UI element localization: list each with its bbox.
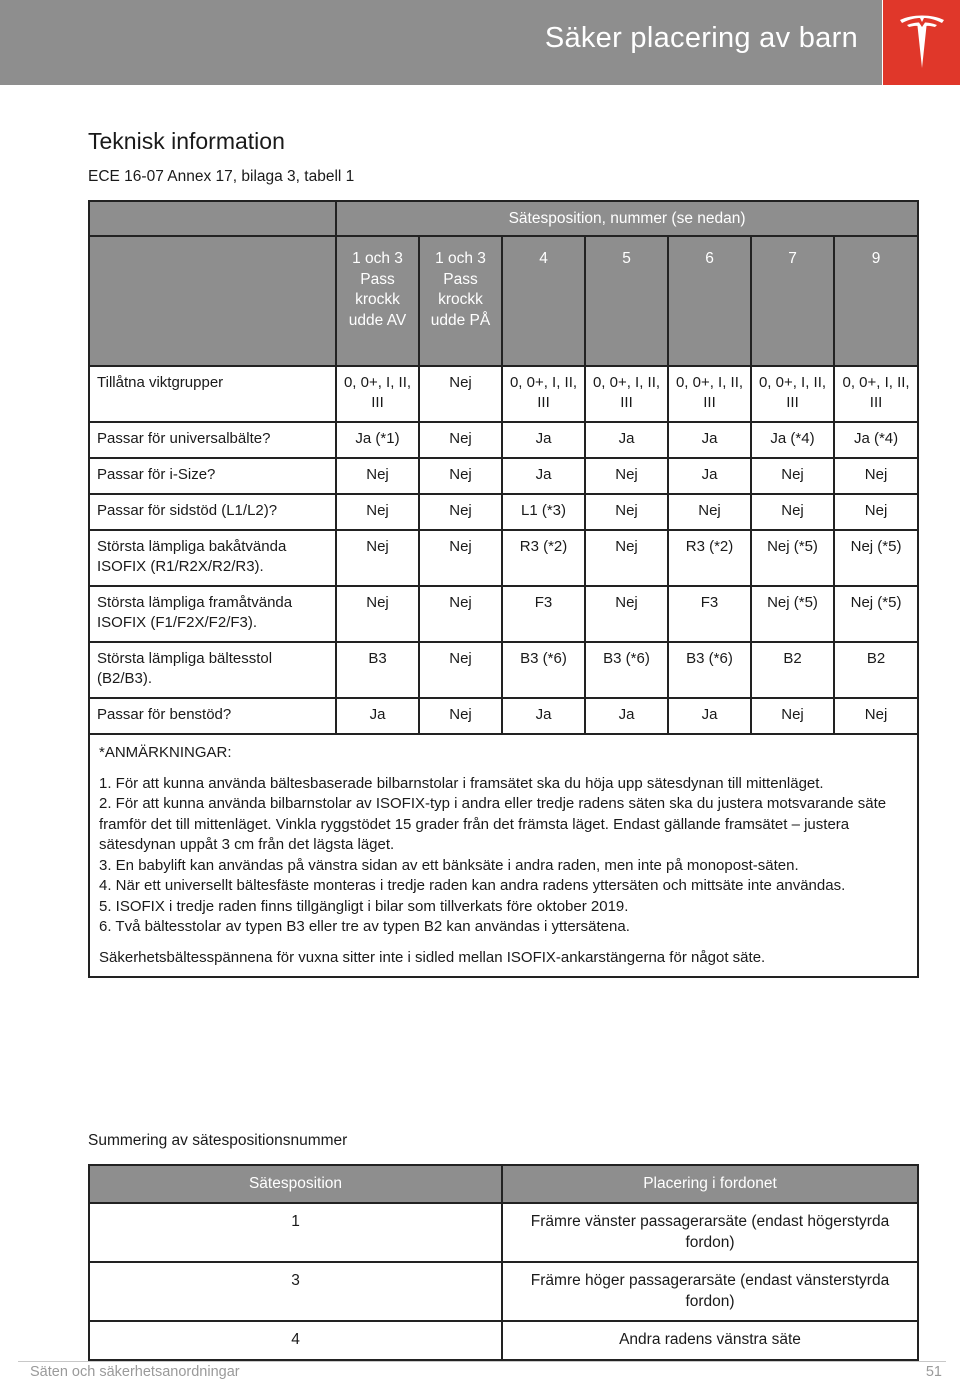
table-cell: Nej — [336, 530, 419, 586]
placement-cell: Främre höger passagerarsäte (endast vänsterstyrda fordon) — [502, 1262, 918, 1321]
page-number: 51 — [925, 1364, 942, 1380]
table-cell: Nej — [419, 586, 502, 642]
table-cell: Nej (*5) — [751, 586, 834, 642]
placement-cell: Andra radens vänstra säte — [502, 1321, 918, 1360]
table-row — [89, 458, 918, 494]
notes-row — [89, 734, 918, 977]
table-cell: Ja (*4) — [751, 422, 834, 458]
seat-position-cell: 3 — [89, 1262, 502, 1321]
table-row — [89, 422, 918, 458]
table-cell: L1 (*3) — [502, 494, 585, 530]
table-cell: Ja (*1) — [336, 422, 419, 458]
table-cell: Nej (*5) — [751, 530, 834, 586]
table-column-header-row — [89, 236, 918, 366]
table-cell: Ja — [668, 698, 751, 734]
table-cell: Ja — [502, 422, 585, 458]
note-line: 1. För att kunna använda bältesbaserade bilbarnstolar i framsätet ska du höja upp sätesdynan till mittenläget. — [99, 774, 824, 792]
table-cell: Nej — [585, 494, 668, 530]
table-cell: Ja — [668, 422, 751, 458]
footer-divider — [18, 1361, 946, 1362]
row-label: Passar för i-Size? — [89, 458, 336, 494]
row-label: Tillåtna viktgrupper — [89, 366, 336, 422]
row-label: Passar för universalbälte? — [89, 422, 336, 458]
column-header: 4 — [502, 236, 585, 366]
seat-position-table — [88, 200, 919, 978]
table-cell: 0, 0+, I, II, III — [751, 366, 834, 422]
placement-cell: Främre vänster passagerarsäte (endast högerstyrda fordon) — [502, 1203, 918, 1262]
table-row — [89, 642, 918, 698]
note-line: 3. En babylift kan användas på vänstra sidan av ett bänksäte i andra raden, men inte på monopost-säten. — [99, 856, 799, 874]
notes-heading: *ANMÄRKNINGAR: — [99, 744, 232, 761]
table-cell: F3 — [668, 586, 751, 642]
table-corner-cell — [89, 201, 336, 236]
table-corner-cell — [89, 236, 336, 366]
table-cell: F3 — [502, 586, 585, 642]
table-cell: B2 — [834, 642, 918, 698]
table-row — [89, 494, 918, 530]
table-row — [89, 1321, 918, 1360]
column-header: 9 — [834, 236, 918, 366]
footer-chapter: Säten och säkerhetsanordningar — [30, 1364, 240, 1380]
table-cell: Ja — [585, 422, 668, 458]
table-cell: Nej — [419, 494, 502, 530]
seat-position-cell: 1 — [89, 1203, 502, 1262]
table-cell: Nej — [419, 698, 502, 734]
table-cell: Nej — [834, 494, 918, 530]
note-line: 5. ISOFIX i tredje raden finns tillgängligt i bilar som tillverkats före oktober 2019. — [99, 897, 629, 915]
table-cell: Nej — [834, 698, 918, 734]
column-header: 7 — [751, 236, 834, 366]
summary-caption: Summering av sätespositionsnummer — [88, 1132, 348, 1149]
table-cell: 0, 0+, I, II, III — [834, 366, 918, 422]
table-cell: Ja — [502, 698, 585, 734]
table-cell: Nej — [751, 458, 834, 494]
table-cell: Nej — [419, 642, 502, 698]
notes-footer: Säkerhetsbältesspännena för vuxna sitter inte i sidled mellan ISOFIX-ankarstängerna för något säte. — [99, 948, 766, 966]
table-row — [89, 698, 918, 734]
table-cell: 0, 0+, I, II, III — [585, 366, 668, 422]
summary-header: Sätesposition — [89, 1165, 502, 1203]
note-line: 2. För att kunna använda bilbarnstolar av ISOFIX-typ i andra eller tredje radens säten ska du justera motsvarande säte framför det till mittenläget. Vinkla ryggstödet 15 grader från det främsta läget. Endast gällande framsätet – justera sätesdynan uppåt 3 cm från det lägsta läget. — [99, 795, 887, 853]
table-cell: Nej — [336, 494, 419, 530]
page-title: Säker placering av barn — [544, 22, 858, 54]
table-cell: 0, 0+, I, II, III — [668, 366, 751, 422]
notes-list — [99, 774, 909, 938]
table-row — [89, 586, 918, 642]
column-header: 1 och 3 Pass krockk udde AV — [336, 236, 419, 366]
table-cell: R3 (*2) — [668, 530, 751, 586]
column-header: 1 och 3 Pass krockk udde PÅ — [419, 236, 502, 366]
table-cell: Nej — [751, 494, 834, 530]
group-header: Sätesposition, nummer (se nedan) — [336, 201, 918, 236]
column-header: 5 — [585, 236, 668, 366]
column-header: 6 — [668, 236, 751, 366]
table-row — [89, 1203, 918, 1262]
table-cell: Ja — [336, 698, 419, 734]
notes-cell — [89, 734, 918, 977]
row-label: Största lämpliga bältesstol (B2/B3). — [89, 642, 336, 698]
table-cell: Ja — [585, 698, 668, 734]
summary-header-row — [89, 1165, 918, 1203]
seat-position-cell: 4 — [89, 1321, 502, 1360]
table-cell: Nej — [419, 458, 502, 494]
table-cell: B3 (*6) — [585, 642, 668, 698]
table-cell: Nej — [585, 530, 668, 586]
table-cell: Nej — [419, 530, 502, 586]
table-cell: Nej (*5) — [834, 530, 918, 586]
table-cell: B3 (*6) — [502, 642, 585, 698]
table-cell: B2 — [751, 642, 834, 698]
tesla-logo-icon — [898, 14, 946, 72]
table-row — [89, 1262, 918, 1321]
table-cell: Nej — [336, 586, 419, 642]
brand-logo-box — [883, 0, 960, 85]
page-header — [0, 0, 882, 85]
table-caption: ECE 16-07 Annex 17, bilaga 3, tabell 1 — [88, 168, 355, 185]
table-cell: Ja — [668, 458, 751, 494]
table-cell: Nej — [585, 458, 668, 494]
table-cell: 0, 0+, I, II, III — [502, 366, 585, 422]
table-cell: 0, 0+, I, II, III — [336, 366, 419, 422]
row-label: Passar för benstöd? — [89, 698, 336, 734]
table-cell: Nej — [668, 494, 751, 530]
table-cell: Nej — [419, 422, 502, 458]
table-cell: Ja — [502, 458, 585, 494]
summary-table — [88, 1164, 919, 1361]
row-label: Största lämpliga bakåtvända ISOFIX (R1/R2X/R2/R3). — [89, 530, 336, 586]
row-label: Passar för sidstöd (L1/L2)? — [89, 494, 336, 530]
table-row — [89, 530, 918, 586]
table-cell: Nej (*5) — [834, 586, 918, 642]
table-cell: Nej — [419, 366, 502, 422]
table-row — [89, 366, 918, 422]
summary-header: Placering i fordonet — [502, 1165, 918, 1203]
table-cell: Nej — [751, 698, 834, 734]
table-body — [89, 366, 918, 734]
table-cell: Nej — [585, 586, 668, 642]
row-label: Största lämpliga framåtvända ISOFIX (F1/F2X/F2/F3). — [89, 586, 336, 642]
section-title: Teknisk information — [88, 128, 285, 154]
note-line: 6. Två bältesstolar av typen B3 eller tre av typen B2 kan användas i yttersätena. — [99, 918, 630, 935]
note-line: 4. När ett universellt bältesfäste monteras i tredje raden kan andra radens yttersäten och mittsäte inte användas. — [99, 877, 846, 894]
table-cell: B3 (*6) — [668, 642, 751, 698]
table-cell: B3 — [336, 642, 419, 698]
table-cell: Ja (*4) — [834, 422, 918, 458]
table-cell: Nej — [336, 458, 419, 494]
table-group-header-row — [89, 201, 918, 236]
table-cell: Nej — [834, 458, 918, 494]
table-cell: R3 (*2) — [502, 530, 585, 586]
